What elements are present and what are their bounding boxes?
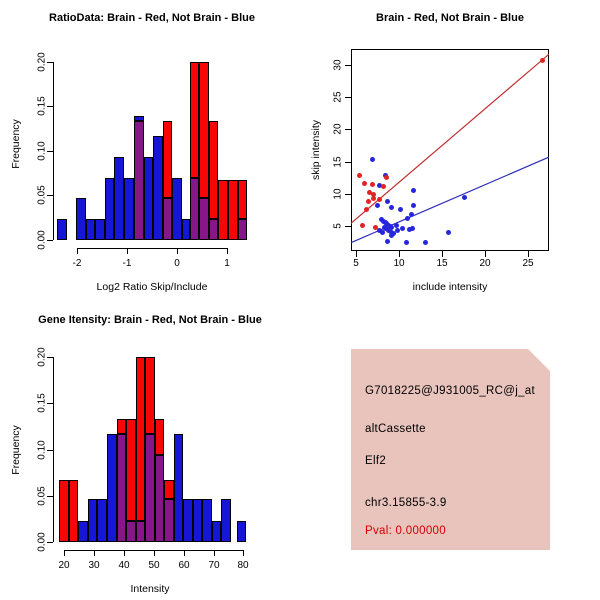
hist-bar-segment	[193, 499, 202, 542]
x-tick-label: 1	[224, 258, 230, 269]
hist-bar-segment	[145, 434, 155, 542]
y-tick-label: 0.05	[36, 486, 48, 506]
scatter-point-blue	[375, 203, 380, 208]
hist-bar-segment	[86, 219, 95, 240]
gene-info-line: chr3.15855-3.9	[365, 497, 447, 509]
x-tick-label: 0	[174, 258, 180, 269]
scatter-point-blue	[405, 216, 410, 221]
scatter-point-blue	[407, 227, 412, 232]
hist-bar-segment	[209, 219, 218, 240]
x-axis-label: Intensity	[130, 583, 170, 595]
y-axis-label: Frequency	[10, 424, 22, 475]
x-tick-label: -1	[122, 258, 132, 269]
x-tick-label: 40	[118, 560, 130, 571]
gene-info-line: Pval: 0.000000	[365, 525, 446, 537]
y-tick-label: 0.20	[36, 347, 48, 367]
scatter-point-blue	[409, 212, 414, 217]
y-tick-mark	[47, 240, 53, 241]
hist-bar-segment	[145, 357, 155, 434]
hist-bar-segment	[237, 521, 246, 542]
x-tick-label: 30	[88, 560, 100, 571]
hist-bar-segment	[209, 121, 218, 219]
hist-bar-segment	[59, 480, 69, 542]
hist-bar-segment	[134, 121, 144, 240]
hist-bar-segment	[126, 419, 136, 521]
scatter-point-blue	[411, 203, 416, 208]
hist-bar-segment	[124, 178, 134, 240]
scatter-point-red	[357, 173, 362, 178]
scatter-point-red	[360, 223, 365, 228]
scatter-point-blue	[404, 240, 409, 245]
scatter-point-red	[373, 225, 378, 230]
hist-bar-segment	[134, 116, 144, 121]
scatter-point-blue	[389, 205, 394, 210]
y-tick-label: 15	[332, 156, 344, 168]
scatter-point-red	[370, 182, 375, 187]
hist-bar-segment	[163, 198, 172, 240]
scatter-point-red	[371, 196, 376, 201]
y-tick-label: 20	[332, 123, 344, 135]
hist-bar-segment	[69, 480, 78, 542]
x-tick-label: 15	[436, 258, 448, 269]
scatter-point-red	[540, 58, 545, 63]
x-axis-line	[77, 248, 227, 249]
hist-bar-segment	[212, 521, 221, 542]
scatter-point-blue	[411, 188, 416, 193]
scatter-point-blue	[394, 223, 399, 228]
x-tick-mark	[227, 248, 228, 254]
x-tick-label: 20	[58, 560, 70, 571]
x-tick-label: 20	[479, 258, 491, 269]
chart-title: RatioData: Brain - Red, Not Brain - Blue	[49, 12, 255, 24]
scatter-point-red	[364, 207, 369, 212]
hist-bar-segment	[172, 178, 182, 240]
scatter-point-blue	[370, 157, 375, 162]
y-axis-label: skip intensity	[310, 119, 322, 181]
x-axis-line	[64, 550, 243, 551]
x-tick-mark	[528, 251, 529, 257]
y-tick-label: 0.15	[36, 393, 48, 413]
scatter-point-red	[362, 181, 367, 186]
scatter-point-blue	[446, 230, 451, 235]
y-tick-label: 0.00	[36, 230, 48, 250]
scatter-point-red	[366, 199, 371, 204]
hist-bar-segment	[97, 499, 107, 542]
hist-bar-segment	[117, 434, 126, 542]
x-axis-label: include intensity	[412, 281, 488, 293]
hist-bar-segment	[238, 180, 247, 219]
hist-bar-segment	[107, 434, 117, 542]
chart-title: Brain - Red, Not Brain - Blue	[376, 12, 524, 24]
scatter-point-blue	[398, 207, 403, 212]
x-tick-mark	[243, 550, 244, 556]
scatter-point-blue	[377, 228, 382, 233]
scatter-point-blue	[385, 199, 390, 204]
scatter-point-blue	[389, 233, 394, 238]
x-axis-label: Log2 Ratio Skip/Include	[96, 281, 208, 293]
y-axis-line	[53, 62, 54, 240]
scatter-point-red	[377, 197, 382, 202]
y-tick-label: 10	[332, 188, 344, 200]
y-tick-label: 0.15	[36, 96, 48, 116]
y-tick-label: 0.00	[36, 532, 48, 552]
hist-bar-segment	[78, 521, 88, 542]
hist-bar-segment	[136, 357, 145, 521]
hist-bar-segment	[95, 219, 105, 240]
x-tick-label: 80	[237, 560, 249, 571]
hist-bar-segment	[88, 499, 97, 542]
x-tick-label: 10	[393, 258, 405, 269]
hist-bar-segment	[76, 198, 86, 240]
hist-bar-segment	[144, 157, 153, 240]
hist-bar-segment	[202, 499, 212, 542]
hist-bar-segment	[228, 180, 238, 240]
hist-bar-segment	[190, 178, 199, 240]
hist-bar-segment	[182, 219, 190, 240]
hist-bar-segment	[218, 180, 228, 240]
x-tick-mark	[356, 251, 357, 257]
hist-bar-segment	[164, 499, 174, 542]
chart-title: Gene Itensity: Brain - Red, Not Brain - Blue	[38, 314, 262, 326]
hist-bar-segment	[164, 480, 174, 499]
hist-bar-segment	[136, 521, 145, 542]
y-tick-label: 25	[332, 91, 344, 103]
hist-bar-segment	[114, 157, 124, 240]
x-tick-mark	[442, 251, 443, 257]
hist-bar-segment	[238, 219, 247, 240]
y-tick-label: 0.10	[36, 440, 48, 460]
y-tick-label: 0.05	[36, 185, 48, 205]
x-tick-mark	[399, 251, 400, 257]
x-tick-label: 70	[208, 560, 220, 571]
hist-bar-segment	[199, 198, 209, 240]
gene-info-line: altCassette	[365, 423, 426, 435]
x-tick-label: 60	[178, 560, 190, 571]
y-tick-label: 30	[332, 59, 344, 71]
hist-bar-segment	[183, 499, 193, 542]
scatter-point-red	[384, 175, 389, 180]
hist-bar-segment	[163, 121, 172, 198]
y-axis-line	[53, 357, 54, 542]
scatter-point-blue	[423, 240, 428, 245]
hist-bar-segment	[190, 62, 199, 178]
x-tick-label: 50	[148, 560, 160, 571]
hist-bar-segment	[199, 62, 209, 198]
hist-bar-segment	[105, 178, 114, 240]
hist-bar-segment	[126, 521, 136, 542]
hist-bar-segment	[221, 499, 231, 542]
y-tick-label: 0.10	[36, 141, 48, 161]
x-tick-mark	[485, 251, 486, 257]
hist-bar-segment	[155, 455, 164, 542]
gene-info-box	[351, 349, 550, 550]
scatter-point-blue	[400, 226, 405, 231]
hist-bar-segment	[117, 419, 126, 434]
x-tick-label: -2	[72, 258, 82, 269]
scatter-point-blue	[385, 239, 390, 244]
y-tick-label: 5	[332, 223, 344, 229]
scatter-point-red	[381, 184, 386, 189]
hist-bar-segment	[57, 219, 67, 240]
y-axis-label: Frequency	[10, 118, 22, 169]
x-tick-label: 25	[522, 258, 534, 269]
y-tick-label: 0.20	[36, 52, 48, 72]
gene-info-line: Elf2	[365, 455, 387, 467]
hist-bar-segment	[174, 434, 183, 542]
scatter-point-blue	[462, 195, 467, 200]
hist-bar-segment	[153, 136, 163, 240]
x-tick-label: 5	[353, 258, 359, 269]
gene-info-line: G7018225@J931005_RC@j_at	[365, 385, 535, 397]
hist-bar-segment	[155, 419, 164, 455]
y-tick-mark	[47, 542, 53, 543]
